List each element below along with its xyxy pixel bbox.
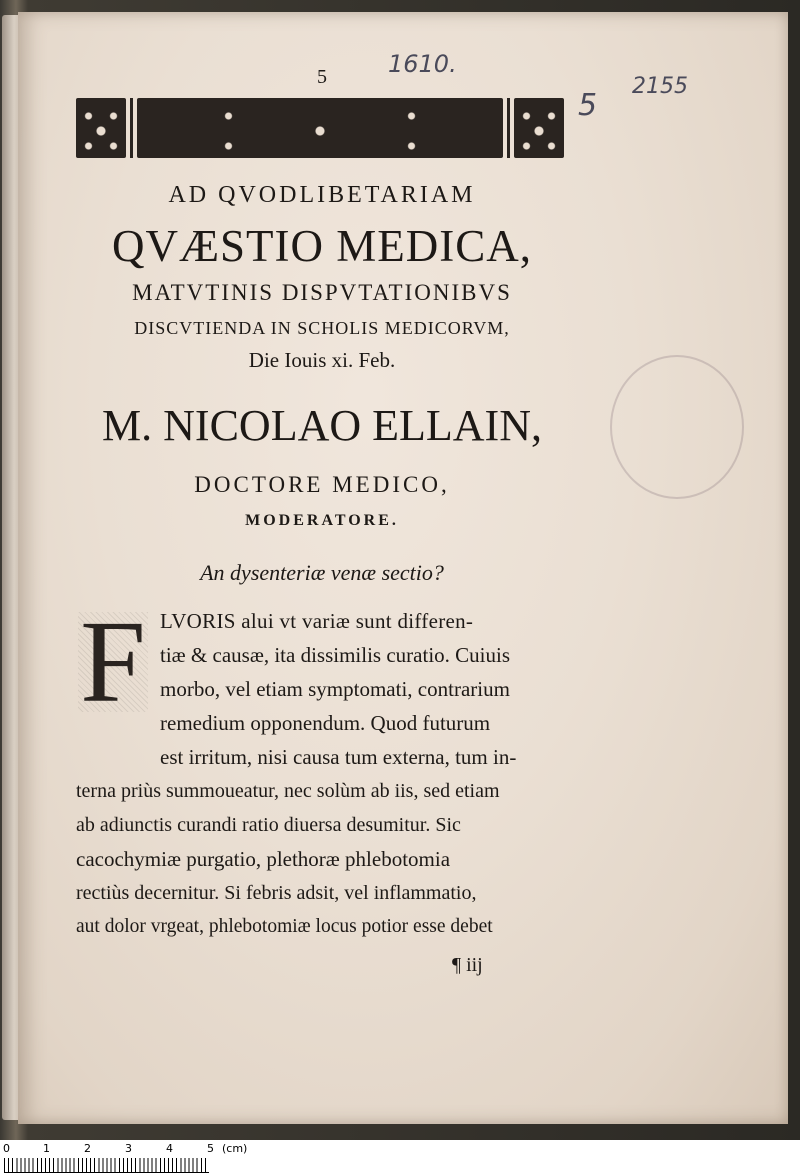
handwritten-folio: 5 — [578, 88, 598, 123]
body-line-3: morbo, vel etiam symptomati, contrarium — [160, 677, 510, 701]
header-line-4: DISCVTIENDA IN SCHOLIS MEDICORVM, — [134, 318, 510, 338]
ruler-label-1: 1 — [43, 1142, 50, 1155]
scale-ruler — [0, 1140, 800, 1175]
handwritten-ref: 2155 — [632, 74, 688, 99]
question-title: An dysenteriæ venæ sectio? — [200, 560, 444, 585]
ruler-label-4: 4 — [166, 1142, 173, 1155]
presider-name: M. NICOLAO ELLAIN, — [102, 401, 542, 450]
body-line-6: terna priùs summoueatur, nec solùm ab iis, sed etiam — [76, 780, 500, 802]
presider-title: DOCTORE MEDICO, — [194, 472, 450, 497]
ruler-label-2: 2 — [84, 1142, 91, 1155]
ornamental-headpiece — [76, 98, 564, 158]
header-line-2: QVÆSTIO MEDICA, — [112, 221, 532, 271]
body-line-2: tiæ & causæ, ita dissimilis curatio. Cuiuis — [160, 643, 510, 667]
body-line-5: est irritum, nisi causa tum externa, tum in- — [160, 745, 517, 769]
body-line-8: cacochymiæ purgatio, plethoræ phlebotomia — [76, 847, 451, 871]
library-stamp — [610, 355, 744, 499]
header-line-3: MATVTINIS DISPVTATIONIBVS — [132, 280, 512, 305]
ruler-label-5: 5 — [207, 1142, 214, 1155]
ruler-unit: (cm) — [222, 1142, 248, 1155]
header-line-1: AD QVODLIBETARIAM — [168, 182, 476, 208]
body-line-9: rectiùs decernitur. Si febris adsit, vel inflammatio, — [76, 882, 477, 904]
ruler-label-0: 0 — [3, 1142, 10, 1155]
page-number: 5 — [317, 66, 327, 88]
handwritten-year: 1610. — [388, 50, 457, 78]
presider-role: MODERATORE. — [245, 512, 399, 529]
body-line-7: ab adiunctis curandi ratio diuersa desumitur. Sic — [76, 814, 461, 836]
ruler-ticks — [4, 1158, 209, 1173]
body-line-4: remedium opponendum. Quod futurum — [160, 711, 491, 735]
header-line-5: Die Iouis xi. Feb. — [248, 348, 396, 372]
body-line-1: LVORIS alui vt variæ sunt differen- — [160, 609, 474, 633]
signature-mark: ¶ iij — [452, 954, 483, 976]
ruler-label-3: 3 — [125, 1142, 132, 1155]
body-line-10: aut dolor vrgeat, phlebotomiæ locus potior esse debet — [76, 916, 493, 937]
drop-cap: F — [78, 612, 148, 712]
